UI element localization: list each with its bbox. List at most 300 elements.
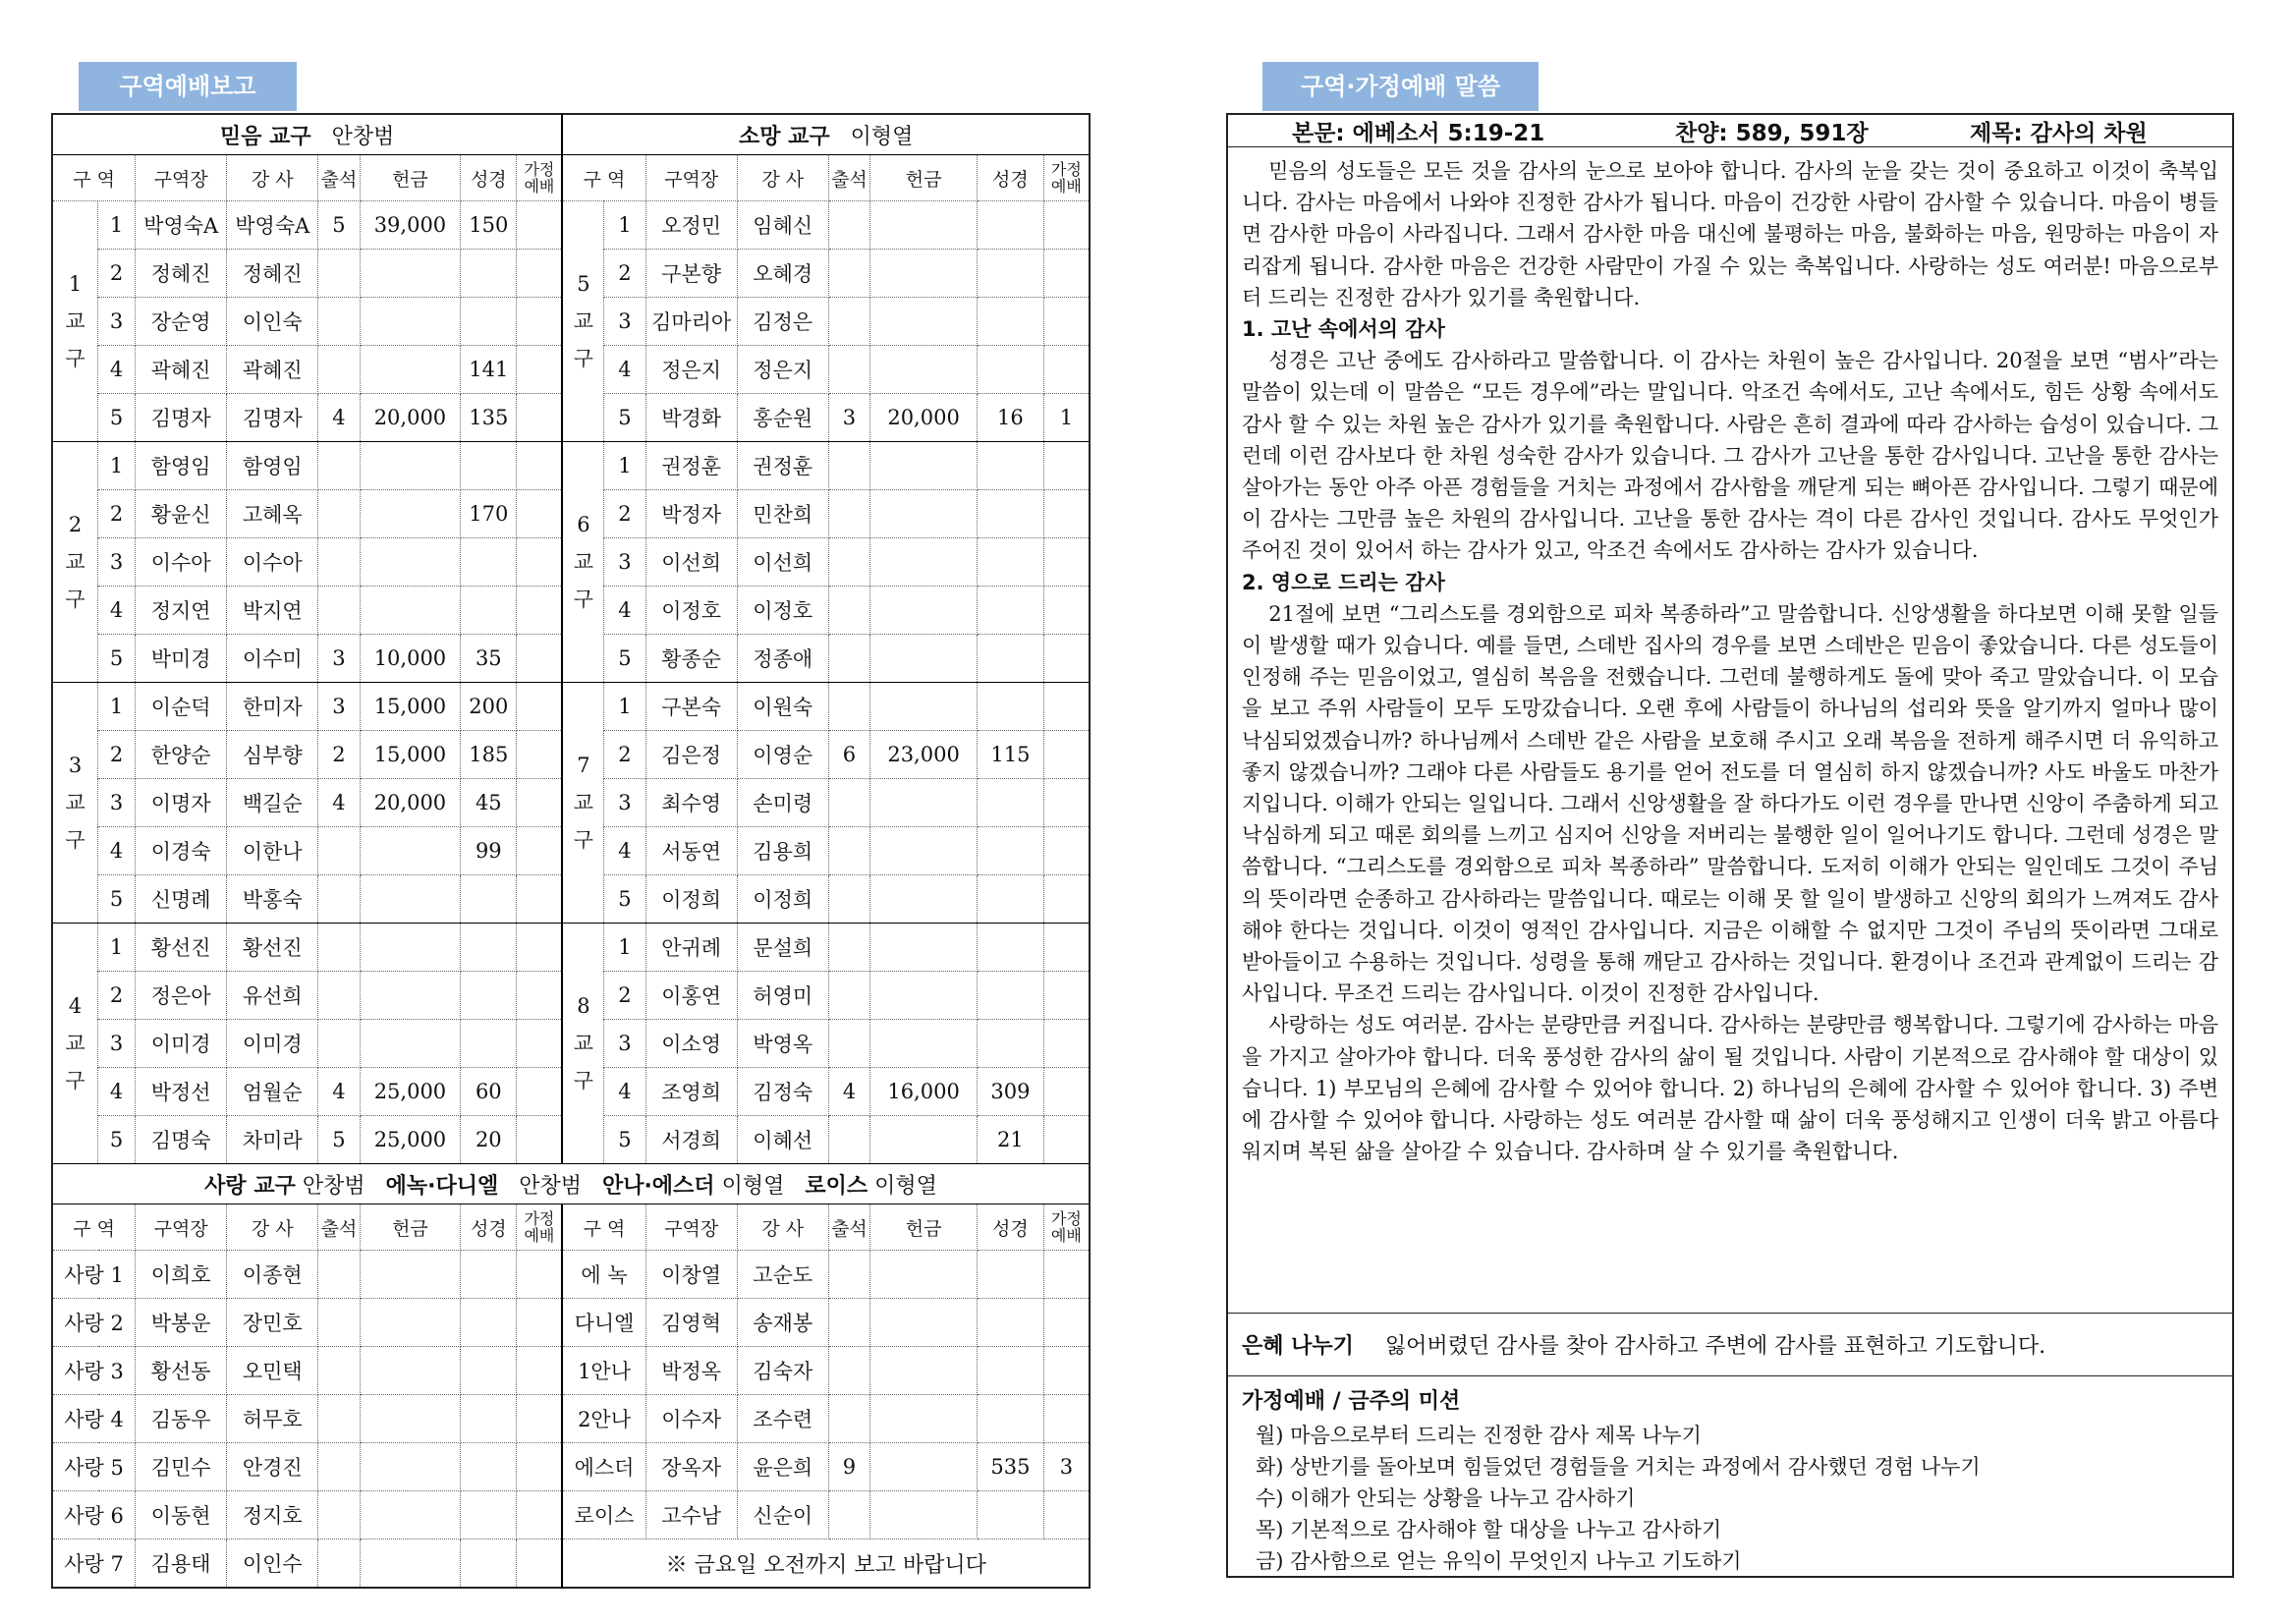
home-worship-cell: [1043, 972, 1090, 1020]
bible-count-cell: [461, 298, 517, 346]
header-attendance: 출석: [828, 1204, 869, 1251]
home-worship-cell: [517, 731, 563, 779]
teacher-cell: 고혜옥: [227, 490, 318, 538]
mission-item: 월) 마음으로부터 드리는 진정한 감사 제목 나누기: [1256, 1424, 1702, 1447]
row-number: 3: [98, 779, 136, 827]
hope-leader: 이형열: [850, 124, 914, 149]
offering-cell: 15,000: [360, 731, 461, 779]
home-worship-cell: [1043, 827, 1090, 875]
district-leader-cell: 구본숙: [645, 683, 737, 731]
home-worship-cell: [1043, 779, 1090, 827]
attendance-cell: [318, 538, 360, 587]
enoch-daniel-title: 에녹·다니엘: [385, 1173, 499, 1199]
table-row: [52, 924, 1090, 972]
bible-count-cell: 115: [978, 731, 1044, 779]
district-leader-cell: 이정호: [645, 587, 737, 635]
header-bible: 성경: [978, 155, 1044, 201]
attendance-cell: [828, 587, 869, 635]
bible-count-cell: [978, 201, 1044, 250]
row-number: 5: [604, 394, 645, 442]
bible-count-cell: 45: [461, 779, 517, 827]
sermon-topic: 제목: 감사의 차원: [1970, 120, 2148, 146]
district-leader-cell: 박영숙A: [136, 201, 227, 250]
district-leader-cell: 박미경: [136, 635, 227, 683]
bible-count-cell: [461, 1395, 517, 1443]
sermon-heading-1: 1. 고난 속에서의 감사: [1242, 317, 1445, 342]
teacher-cell: 차미라: [227, 1116, 318, 1164]
district-leader-cell: 김동우: [136, 1395, 227, 1443]
teacher-cell: 홍순원: [737, 394, 828, 442]
attendance-cell: 2: [318, 731, 360, 779]
row-number: 3: [98, 298, 136, 346]
home-worship-cell: [517, 346, 563, 394]
bible-count-cell: [461, 1443, 517, 1491]
group-name: 사랑 3: [52, 1347, 136, 1395]
home-worship-cell: [517, 683, 563, 731]
header-attendance: 출석: [828, 155, 869, 201]
mission-item: 화) 상반기를 돌아보며 힘들었던 경험들을 거치는 과정에서 감사했던 경험 나누기: [1256, 1455, 1981, 1479]
attendance-cell: [318, 1299, 360, 1347]
bible-count-cell: 16: [978, 394, 1044, 442]
footer-note: ※ 금요일 오전까지 보고 바랍니다: [562, 1540, 1090, 1589]
anna-esther-leader: 이형열: [721, 1173, 785, 1199]
attendance-cell: [828, 972, 869, 1020]
offering-cell: [360, 250, 461, 298]
teacher-cell: 이인숙: [227, 298, 318, 346]
bible-count-cell: [978, 683, 1044, 731]
bible-count-cell: [978, 442, 1044, 490]
bible-count-cell: [978, 538, 1044, 587]
row-number: 4: [98, 1068, 136, 1116]
teacher-cell: 오혜경: [737, 250, 828, 298]
bible-count-cell: [978, 1491, 1044, 1540]
bible-count-cell: [978, 1020, 1044, 1068]
bible-count-cell: [461, 250, 517, 298]
district-leader-cell: 김명숙: [136, 1116, 227, 1164]
grace-label: 은혜 나누기: [1242, 1334, 1354, 1359]
bible-count-cell: [461, 1299, 517, 1347]
attendance-cell: [828, 490, 869, 538]
bible-count-cell: [978, 924, 1044, 972]
attendance-cell: [318, 1347, 360, 1395]
home-worship-cell: [517, 635, 563, 683]
row-number: 4: [604, 346, 645, 394]
attendance-cell: [318, 298, 360, 346]
attendance-cell: 4: [318, 779, 360, 827]
row-number: 1: [604, 924, 645, 972]
district-leader-cell: 이홍연: [645, 972, 737, 1020]
home-worship-cell: [1043, 490, 1090, 538]
attendance-cell: [318, 1540, 360, 1589]
home-worship-cell: [517, 875, 563, 924]
bible-count-cell: 535: [978, 1443, 1044, 1491]
district-leader-cell: 곽혜진: [136, 346, 227, 394]
offering-cell: 23,000: [870, 731, 978, 779]
row-number: 1: [98, 201, 136, 250]
bible-count-cell: 150: [461, 201, 517, 250]
row-number: 2: [604, 250, 645, 298]
offering-cell: 39,000: [360, 201, 461, 250]
offering-cell: [360, 875, 461, 924]
header-teacher: 강 사: [737, 155, 828, 201]
attendance-cell: [828, 538, 869, 587]
offering-cell: 16,000: [870, 1068, 978, 1116]
row-number: 5: [604, 635, 645, 683]
attendance-cell: [828, 1299, 869, 1347]
teacher-cell: 박홍숙: [227, 875, 318, 924]
sermon-paragraph: 21절에 보면 “그리스도를 경외함으로 피차 복종하라”고 말씀합니다. 신앙생활을 하다보면 이해 못할 일들이 발생할 때가 있습니다. 예를 들면, 스데반 집사의 경우를 보면 스데반은 믿음이 좋았습니다. 다른 성도들이 인정해 주는 믿음이었고, 열심히 복음을 전했습니다. 그런데 불행하게도 돌에 맞아 죽고 말았습니다. 이 모습을 보고 주위 사람들이 모두 도망갔습니다. 오랜 후에 사람들이 하나님의 섭리와 뜻을 알기까지 얼마나 많이 낙심되었겠습니까? 하나님께서 스데반 같은 사람을 보호해 주시고 오래 복음을 전하게 해주시면 더 유익하고 좋지 않겠습니까? 그래야 다른 사람들도 용기를 얻어 전도를 더 열심히 하지 않겠습니까? 사도 바울도 마찬가지입니다. 이해가 안되는 일입니다. 그래서 신앙생활을 잘 하다가도 이런 경우를 만나면 신앙이 주춤하게 되고 낙심하게 되고 때론 회의를 느끼고 심지어 신앙을 저버리는 불행한 일이 일어나기도 합니다. 그런데 성경은 말씀합니다. “그리스도를 경외함으로 피차 복종하라” 말씀합니다. 도저히 이해가 안되는 일인데도 그것이 주님의 뜻이라면 순종하고 감사하라는 말씀입니다. 때로는 이해 못 할 일이 발생하고 신앙의 회의가 느껴져도 감사해야 한다는 것입니다. 이것이 영적인 감사입니다. 지금은 이해할 수 없지만 그것이 주님의 뜻이라면 그대로 받아들이고 수용하는 것입니다. 성령을 통해 깨닫고 감사하는 것입니다. 환경이나 조건과 관계없이 드리는 감사입니다. 무조건 드리는 감사입니다. 이것이 진정한 감사입니다.: [1242, 601, 2218, 1006]
offering-cell: [870, 972, 978, 1020]
enoch-daniel-leader: 안창범: [519, 1173, 582, 1199]
group-name: 사랑 6: [52, 1491, 136, 1540]
offering-cell: [870, 1020, 978, 1068]
district-title-row: [52, 114, 1090, 155]
district-leader-cell: 박봉운: [136, 1299, 227, 1347]
love-title: 사랑 교구: [204, 1173, 296, 1199]
header-home-worship: 가정 예배: [517, 1204, 563, 1251]
worship-report-table: [51, 113, 1091, 1589]
teacher-cell: 문설희: [737, 924, 828, 972]
bible-count-cell: [461, 1347, 517, 1395]
attendance-cell: [828, 442, 869, 490]
header-district: 구 역: [562, 155, 645, 201]
district-leader-cell: 이명자: [136, 779, 227, 827]
grace-text: 잃어버렸던 감사를 찾아 감사하고 주변에 감사를 표현하고 기도합니다.: [1384, 1334, 2046, 1359]
hope-title: 소망 교구: [739, 124, 830, 149]
table-row: [52, 1251, 1090, 1299]
column-header-row: [52, 1204, 1090, 1251]
row-number: 2: [604, 972, 645, 1020]
header-leader: 구역장: [645, 1204, 737, 1251]
offering-cell: [360, 1395, 461, 1443]
bible-count-cell: 309: [978, 1068, 1044, 1116]
bible-count-cell: [461, 1251, 517, 1299]
home-worship-cell: [517, 1299, 563, 1347]
home-worship-cell: [517, 1395, 563, 1443]
home-worship-cell: [1043, 731, 1090, 779]
home-worship-cell: [517, 587, 563, 635]
attendance-cell: [318, 1251, 360, 1299]
offering-cell: [360, 442, 461, 490]
header-teacher: 강 사: [227, 1204, 318, 1251]
offering-cell: [870, 1395, 978, 1443]
offering-cell: [870, 827, 978, 875]
attendance-cell: [828, 827, 869, 875]
district-leader-cell: 권정훈: [645, 442, 737, 490]
offering-cell: [360, 1020, 461, 1068]
teacher-cell: 엄월순: [227, 1068, 318, 1116]
parish-label: 1 교 구: [52, 201, 98, 442]
bible-count-cell: [978, 1347, 1044, 1395]
offering-cell: [360, 587, 461, 635]
district-leader-cell: 장옥자: [645, 1443, 737, 1491]
row-number: 3: [98, 1020, 136, 1068]
mission-title: 가정예배 / 금주의 미션: [1242, 1389, 1461, 1414]
home-worship-cell: [517, 1491, 563, 1540]
row-number: 1: [604, 683, 645, 731]
group-name: 에 녹: [562, 1251, 645, 1299]
row-number: 4: [604, 587, 645, 635]
row-number: 2: [98, 972, 136, 1020]
bible-count-cell: [978, 250, 1044, 298]
home-worship-cell: [1043, 1020, 1090, 1068]
offering-cell: [360, 972, 461, 1020]
header-home-worship: 가정 예배: [1043, 1204, 1090, 1251]
teacher-cell: 김정은: [737, 298, 828, 346]
row-number: 3: [604, 538, 645, 587]
attendance-cell: [318, 1491, 360, 1540]
offering-cell: [870, 1491, 978, 1540]
attendance-cell: [318, 346, 360, 394]
row-number: 1: [98, 924, 136, 972]
teacher-cell: 오민택: [227, 1347, 318, 1395]
table-row: [52, 442, 1090, 490]
sermon-body: [1228, 147, 2232, 1314]
row-number: 3: [604, 779, 645, 827]
teacher-cell: 안경진: [227, 1443, 318, 1491]
teacher-cell: 장민호: [227, 1299, 318, 1347]
offering-cell: [360, 827, 461, 875]
attendance-cell: 4: [318, 394, 360, 442]
attendance-cell: [318, 490, 360, 538]
teacher-cell: 박영옥: [737, 1020, 828, 1068]
faith-title: 믿음 교구: [220, 124, 311, 149]
district-leader-cell: 오정민: [645, 201, 737, 250]
offering-cell: 10,000: [360, 635, 461, 683]
offering-cell: [870, 1299, 978, 1347]
sermon-text-ref: 본문: 에베소서 5:19-21: [1292, 120, 1545, 146]
bible-count-cell: [978, 587, 1044, 635]
group-name: 1안나: [562, 1347, 645, 1395]
bible-count-cell: [461, 538, 517, 587]
home-worship-cell: [1043, 1395, 1090, 1443]
offering-cell: [870, 635, 978, 683]
group-name: 사랑 1: [52, 1251, 136, 1299]
bible-count-cell: 21: [978, 1116, 1044, 1164]
home-worship-cell: [517, 394, 563, 442]
home-worship-cell: [517, 924, 563, 972]
offering-cell: [360, 1491, 461, 1540]
district-leader-cell: 김영혁: [645, 1299, 737, 1347]
district-leader-cell: 고수남: [645, 1491, 737, 1540]
teacher-cell: 이정호: [737, 587, 828, 635]
weekly-mission: [1228, 1376, 2232, 1577]
teacher-cell: 백길순: [227, 779, 318, 827]
row-number: 5: [98, 635, 136, 683]
row-number: 4: [98, 346, 136, 394]
offering-cell: [870, 779, 978, 827]
district-leader-cell: 김용태: [136, 1540, 227, 1589]
table-row: [52, 683, 1090, 731]
row-number: 1: [604, 201, 645, 250]
home-worship-cell: [1043, 538, 1090, 587]
attendance-cell: [828, 1116, 869, 1164]
row-number: 4: [98, 827, 136, 875]
district-leader-cell: 황윤신: [136, 490, 227, 538]
bible-count-cell: [461, 1540, 517, 1589]
parish-label: 7 교 구: [562, 683, 603, 924]
teacher-cell: 민찬희: [737, 490, 828, 538]
teacher-cell: 이수미: [227, 635, 318, 683]
offering-cell: [360, 346, 461, 394]
district-leader-cell: 정혜진: [136, 250, 227, 298]
row-number: 5: [604, 875, 645, 924]
teacher-cell: 정혜진: [227, 250, 318, 298]
bible-count-cell: [978, 779, 1044, 827]
district-leader-cell: 이순덕: [136, 683, 227, 731]
home-worship-cell: [1043, 201, 1090, 250]
offering-cell: [870, 490, 978, 538]
bible-count-cell: [978, 1251, 1044, 1299]
home-worship-cell: 1: [1043, 394, 1090, 442]
row-number: 1: [98, 442, 136, 490]
bible-count-cell: 141: [461, 346, 517, 394]
home-worship-cell: [517, 1068, 563, 1116]
parish-label: 3 교 구: [52, 683, 98, 924]
teacher-cell: 윤은희: [737, 1443, 828, 1491]
home-worship-cell: [1043, 442, 1090, 490]
teacher-cell: 신순이: [737, 1491, 828, 1540]
bible-count-cell: [461, 442, 517, 490]
bible-count-cell: [461, 1020, 517, 1068]
bible-count-cell: 99: [461, 827, 517, 875]
offering-cell: [870, 1251, 978, 1299]
row-number: 4: [604, 1068, 645, 1116]
teacher-cell: 이미경: [227, 1020, 318, 1068]
bible-count-cell: [978, 1299, 1044, 1347]
header-leader: 구역장: [645, 155, 737, 201]
teacher-cell: 한미자: [227, 683, 318, 731]
attendance-cell: [318, 972, 360, 1020]
offering-cell: [870, 683, 978, 731]
header-bible: 성경: [461, 155, 517, 201]
offering-cell: 20,000: [870, 394, 978, 442]
faith-leader: 안창범: [331, 124, 395, 149]
bible-count-cell: [461, 972, 517, 1020]
attendance-cell: 6: [828, 731, 869, 779]
offering-cell: [360, 1347, 461, 1395]
attendance-cell: [828, 1491, 869, 1540]
district-leader-cell: 김민수: [136, 1443, 227, 1491]
offering-cell: [870, 875, 978, 924]
table-row: [52, 1491, 1090, 1540]
offering-cell: [870, 1116, 978, 1164]
group-name: 사랑 7: [52, 1540, 136, 1589]
mission-item: 수) 이해가 안되는 상황을 나누고 감사하기: [1256, 1486, 1636, 1510]
home-worship-cell: [1043, 683, 1090, 731]
home-worship-cell: [517, 972, 563, 1020]
teacher-cell: 박영숙A: [227, 201, 318, 250]
table-row: [52, 1443, 1090, 1491]
district-leader-cell: 김마리아: [645, 298, 737, 346]
attendance-cell: [828, 1347, 869, 1395]
lois-title: 로이스: [805, 1173, 868, 1199]
parish-label: 2 교 구: [52, 442, 98, 683]
sermon-paragraph: 사랑하는 성도 여러분. 감사는 분량만큼 커집니다. 감사하는 분량만큼 행복합니다. 그렇기에 감사하는 마음을 가지고 살아가야 합니다. 더욱 풍성한 감사의 삶이 될 것입니다. 사람이 기본적으로 감사해야 할 대상이 있습니다. 1) 부모님의 은혜에 감사할 수 있어야 합니다. 2) 하나님의 은혜에 감사할 수 있어야 합니다. 3) 주변에 감사할 수 있어야 합니다. 사랑하는 성도 여러분 감사할 때 삶이 더욱 풍성해지고 인생이 더욱 밝고 아름다워지며 복된 삶을 살아갈 수 있습니다. 감사하며 살 수 있기를 축원합니다.: [1242, 1013, 2218, 1164]
header-bible: 성경: [978, 1204, 1044, 1251]
home-worship-cell: [517, 442, 563, 490]
teacher-cell: 심부향: [227, 731, 318, 779]
attendance-cell: [318, 875, 360, 924]
home-worship-cell: [1043, 1116, 1090, 1164]
home-worship-cell: [517, 490, 563, 538]
district-leader-cell: 이선희: [645, 538, 737, 587]
table-row: [52, 1395, 1090, 1443]
bible-count-cell: [461, 587, 517, 635]
attendance-cell: [828, 201, 869, 250]
table-row: [52, 1299, 1090, 1347]
home-worship-cell: [517, 1116, 563, 1164]
attendance-cell: [318, 587, 360, 635]
bible-count-cell: [461, 875, 517, 924]
table-row: [52, 201, 1090, 250]
teacher-cell: 김명자: [227, 394, 318, 442]
attendance-cell: [828, 1251, 869, 1299]
row-number: 5: [604, 1116, 645, 1164]
teacher-cell: 조수련: [737, 1395, 828, 1443]
home-worship-cell: 3: [1043, 1443, 1090, 1491]
row-number: 2: [98, 250, 136, 298]
column-header-row: [52, 155, 1090, 201]
teacher-cell: 함영임: [227, 442, 318, 490]
sermon-hymn: 찬양: 589, 591장: [1675, 120, 1869, 146]
offering-cell: [870, 298, 978, 346]
header-offering: 헌금: [870, 155, 978, 201]
bible-count-cell: 185: [461, 731, 517, 779]
teacher-cell: 김정숙: [737, 1068, 828, 1116]
attendance-cell: [318, 1443, 360, 1491]
row-number: 2: [98, 731, 136, 779]
row-number: 3: [604, 298, 645, 346]
teacher-cell: 곽혜진: [227, 346, 318, 394]
group-name: 로이스: [562, 1491, 645, 1540]
sermon-header: [1228, 115, 2232, 147]
row-number: 1: [98, 683, 136, 731]
teacher-cell: 박지연: [227, 587, 318, 635]
table-row: [52, 1347, 1090, 1395]
header-attendance: 출석: [318, 155, 360, 201]
home-worship-cell: [1043, 250, 1090, 298]
district-leader-cell: 장순영: [136, 298, 227, 346]
home-worship-cell: [517, 1251, 563, 1299]
offering-cell: 20,000: [360, 394, 461, 442]
lois-leader: 이형열: [874, 1173, 937, 1199]
district-leader-cell: 안귀례: [645, 924, 737, 972]
offering-cell: [870, 924, 978, 972]
anna-esther-title: 안나·에스더: [601, 1173, 715, 1199]
grace-sharing: [1228, 1314, 2232, 1376]
district-leader-cell: 이정희: [645, 875, 737, 924]
bible-count-cell: [978, 635, 1044, 683]
teacher-cell: 허무호: [227, 1395, 318, 1443]
district-leader-cell: 이수아: [136, 538, 227, 587]
offering-cell: [870, 587, 978, 635]
teacher-cell: 정은지: [737, 346, 828, 394]
home-worship-cell: [1043, 346, 1090, 394]
offering-cell: 15,000: [360, 683, 461, 731]
bible-count-cell: 20: [461, 1116, 517, 1164]
group-name: 다니엘: [562, 1299, 645, 1347]
mission-item: 목) 기본적으로 감사해야 할 대상을 나누고 감사하기: [1256, 1518, 1722, 1541]
bible-count-cell: [978, 827, 1044, 875]
teacher-cell: 고순도: [737, 1251, 828, 1299]
row-number: 5: [98, 394, 136, 442]
teacher-cell: 이종현: [227, 1251, 318, 1299]
offering-cell: [360, 1540, 461, 1589]
attendance-cell: [828, 924, 869, 972]
attendance-cell: [828, 635, 869, 683]
offering-cell: [360, 538, 461, 587]
